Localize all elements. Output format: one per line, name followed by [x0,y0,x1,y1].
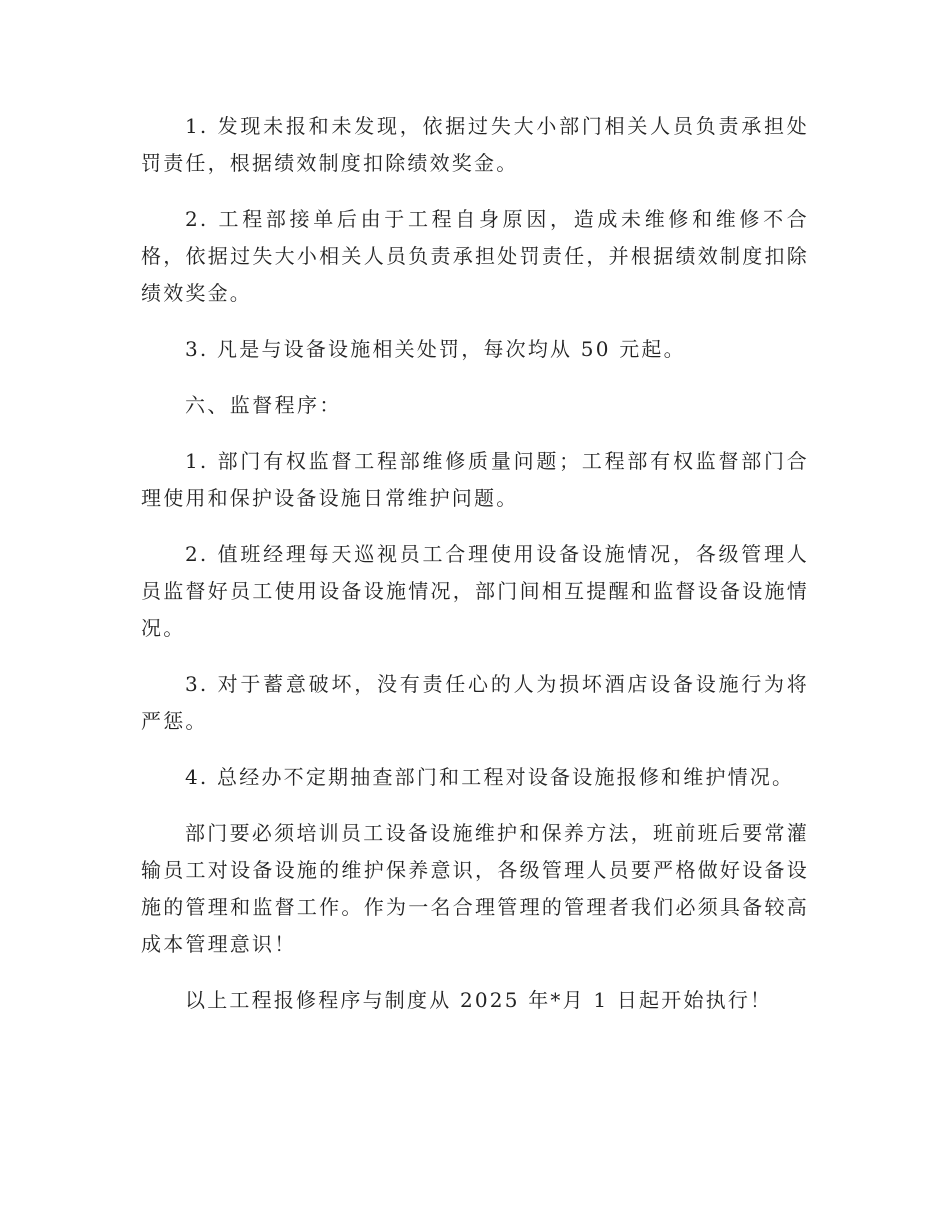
paragraph-penalty-3: 3. 凡是与设备设施相关处罚，每次均从 50 元起。 [185,337,686,361]
paragraph-penalty-1: 1. 发现未报和未发现，依据过失大小部门相关人员负责承担处罚责任，根据绩效制度扣除绩效奖金。 [141,114,809,175]
paragraph-effective-date: 以上工程报修程序与制度从 2025 年*月 1 日起开始执行！ [185,988,773,1012]
paragraph-supervision-1: 1. 部门有权监督工程部维修质量问题；工程部有权监督部门合理使用和保护设备设施日常维护问题。 [141,449,809,510]
paragraph-supervision-3: 3. 对于蓄意破坏，没有责任心的人为损坏酒店设备设施行为将严惩。 [141,672,809,733]
paragraph-supervision-4: 4. 总经办不定期抽查部门和工程对设备设施报修和维护情况。 [185,765,795,789]
paragraph-training: 部门要必须培训员工设备设施维护和保养方法，班前班后要常灌输员工对设备设施的维护保养意识，各级管理人员要严格做好设备设施的管理和监督工作。作为一名合理管理的管理者我们必须具备较高成本管理意识！ [141,821,809,956]
paragraph-penalty-2: 2. 工程部接单后由于工程自身原因，造成未维修和维修不合格，依据过失大小相关人员负责承担处罚责任，并根据绩效制度扣除绩效奖金。 [141,207,809,305]
paragraph-supervision-2: 2. 值班经理每天巡视员工合理使用设备设施情况，各级管理人员监督好员工使用设备设施情况，部门间相互提醒和监督设备设施情况。 [141,542,809,640]
section-heading-supervision: 六、监督程序： [185,393,342,417]
document-page [141,108,809,1038]
